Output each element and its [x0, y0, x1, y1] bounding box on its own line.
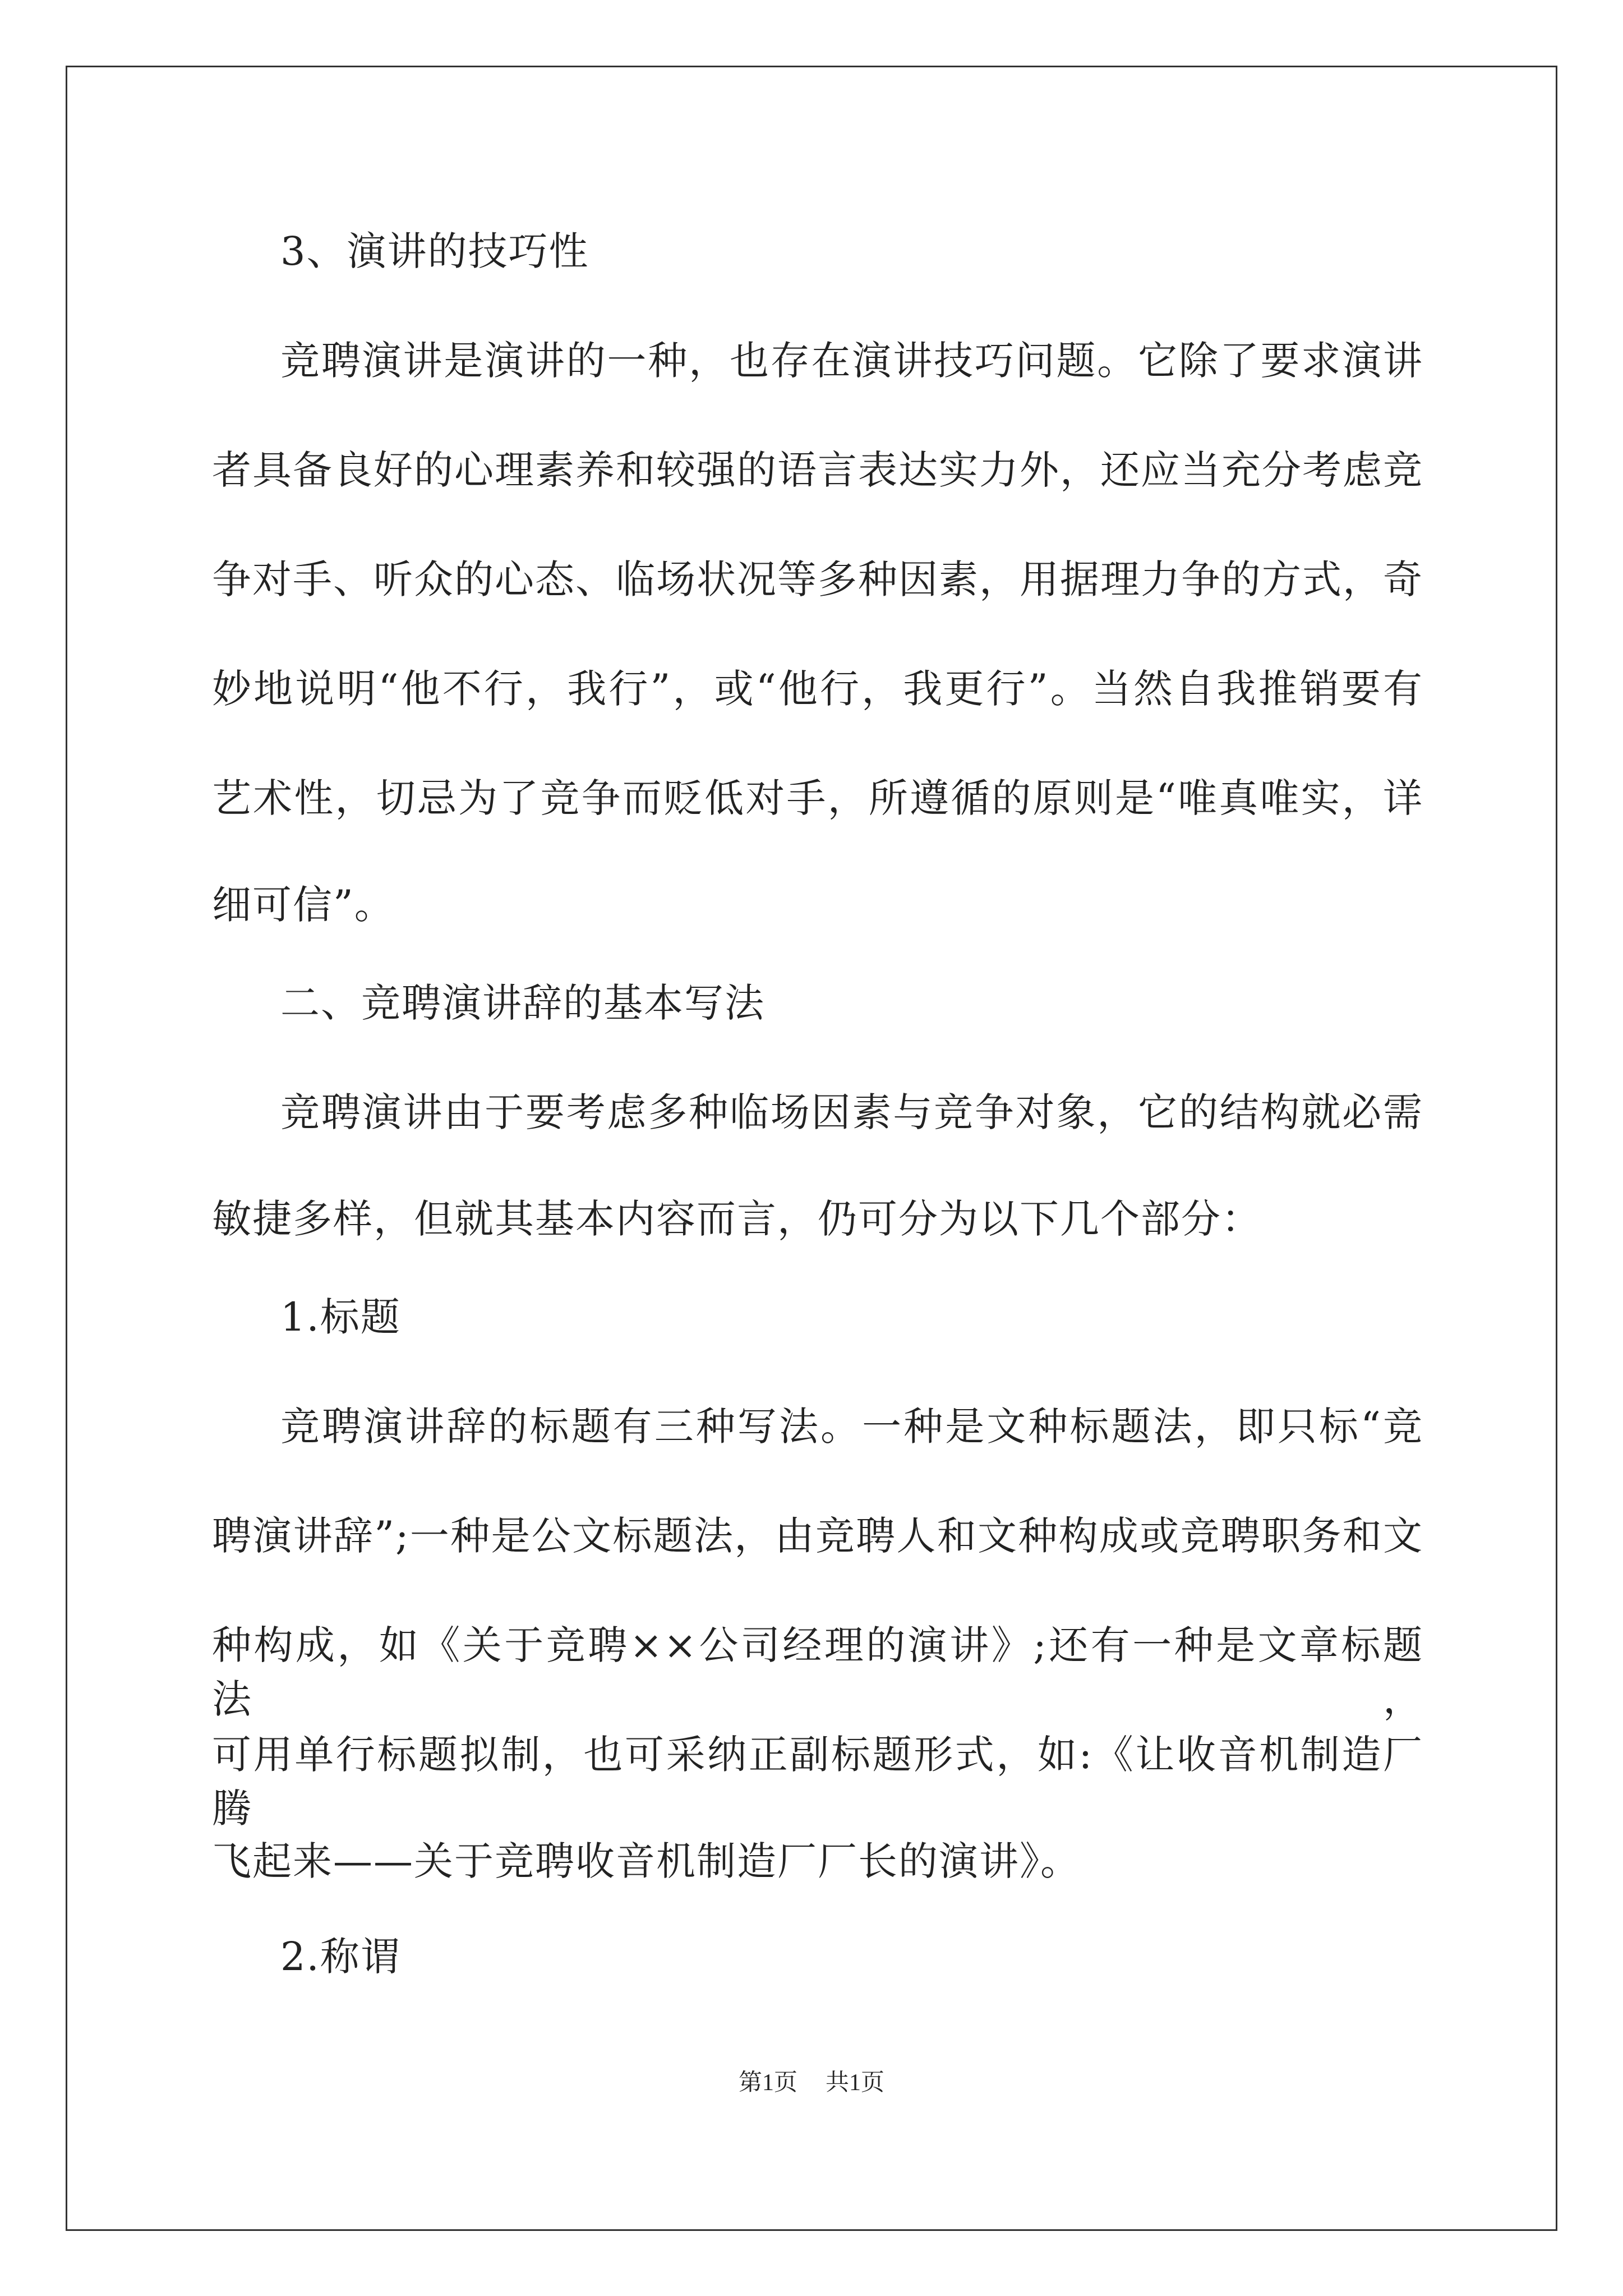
paragraph-line: 飞起来——关于竞聘收音机制造厂厂长的演讲》。 [212, 1838, 1081, 1884]
subheading-title: 1.标题 [280, 1294, 401, 1340]
section-heading-writing: 二、竞聘演讲辞的基本写法 [280, 980, 765, 1026]
paragraph-line: 艺术性，切忌为了竞争而贬低对手，所遵循的原则是“唯真唯实，详 [212, 775, 1423, 821]
paragraph-line: 妙地说明“他不行，我行”，或“他行，我更行”。当然自我推销要有 [212, 666, 1423, 712]
paragraph-line: 敏捷多样，但就其基本内容而言，仍可分为以下几个部分： [212, 1196, 1262, 1242]
paragraph-line: 竞聘演讲由于要考虑多种临场因素与竞争对象，它的结构就必需 [280, 1089, 1423, 1135]
subheading-salutation: 2.称谓 [280, 1934, 401, 1980]
page-border [66, 66, 1557, 2231]
page-number: 第1页 [738, 2070, 797, 2096]
paragraph-line: 种构成，如《关于竞聘××公司经理的演讲》;还有一种是文章标题法， [212, 1622, 1423, 1722]
paragraph-line: 细可信”。 [212, 882, 395, 928]
page-total: 共1页 [826, 2070, 885, 2096]
paragraph-line: 争对手、听众的心态、临场状况等多种因素，用据理力争的方式，奇 [212, 556, 1423, 602]
paragraph-line: 竞聘演讲是演讲的一种，也存在演讲技巧问题。它除了要求演讲 [280, 338, 1423, 384]
paragraph-line: 者具备良好的心理素养和较强的语言表达实力外，还应当充分考虑竞 [212, 447, 1423, 493]
paragraph-line: 聘演讲辞”;一种是公文标题法，由竞聘人和文种构成或竞聘职务和文 [212, 1513, 1423, 1559]
section-heading-skill: 3、演讲的技巧性 [280, 228, 589, 274]
paragraph-line: 竞聘演讲辞的标题有三种写法。一种是文种标题法，即只标“竞 [280, 1404, 1423, 1450]
paragraph-line: 可用单行标题拟制，也可采纳正副标题形式，如:《让收音机制造厂腾 [212, 1732, 1423, 1832]
page-footer [0, 2066, 1623, 2100]
